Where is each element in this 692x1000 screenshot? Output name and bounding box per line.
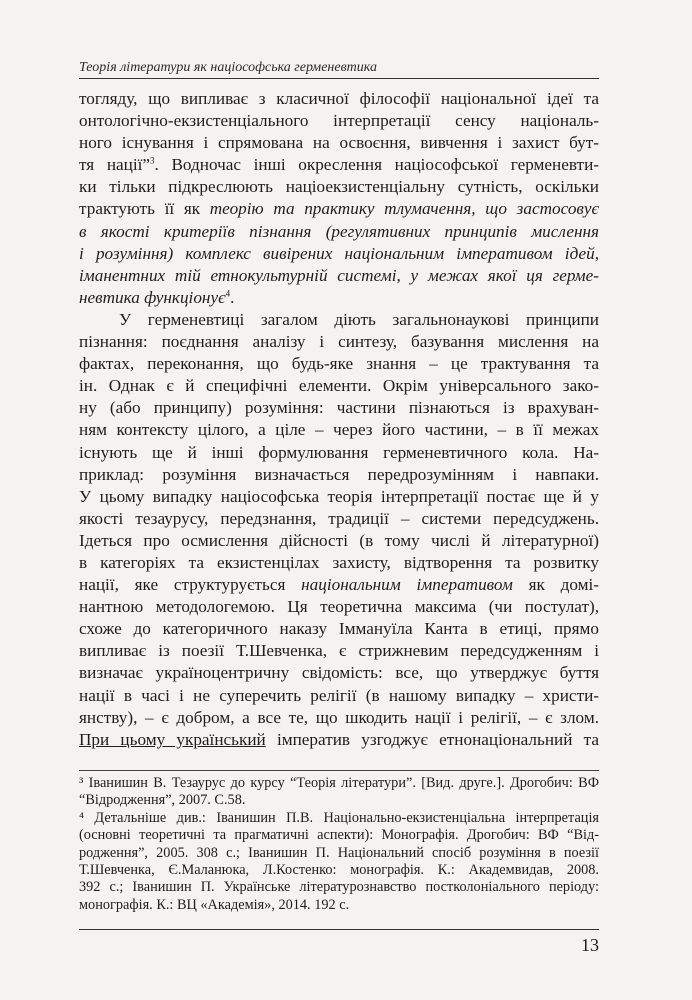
text-line: нації в часі і не суперечить релігії (в нашому випадку – христи- (79, 685, 599, 705)
text-line: фактах, переконання, що будь-яке знання – це трактування та (79, 354, 599, 374)
text-line: онтологічно-екзистенціального інтерпретації сенсу національ- (79, 111, 599, 131)
running-title: Теорія літератури як націософська герменевтика (79, 60, 377, 75)
footnote-line: “Відродження”, 2007. С.58. (79, 792, 246, 809)
bottom-rule (79, 929, 599, 930)
text-line: якості тезаурусу, передзнання, традиції – системи передсуджень. (79, 508, 599, 528)
text-line: тогляду, що випливає з класичної філософії національної ідеї та (79, 89, 599, 108)
footnote-4 (79, 810, 599, 914)
italic-segment: невтика функціонує (79, 287, 226, 307)
text-line (79, 729, 599, 751)
text-line: пізнання: поєднання аналізу і синтезу, базування мислення на (79, 332, 599, 352)
running-header (79, 60, 599, 79)
paragraph-2 (79, 309, 599, 751)
footnotes (79, 770, 599, 914)
text-line: схоже до категоричного наказу Іммануїла Канта в етиці, прямо (79, 619, 599, 639)
footnote-line: монографія. К.: ВЦ «Академія», 2014. 192 с. (79, 896, 350, 913)
text-segment: тя нації” (79, 155, 151, 175)
italic-segment: національним імперативом (301, 575, 513, 595)
italic-segment: теорію та практику тлумачення, що застосовує (209, 199, 599, 219)
paragraph-1 (79, 88, 599, 309)
text-line (79, 287, 599, 309)
text-line: У герменевтиці загалом діють загальнонаукові принципи (119, 309, 599, 329)
text-segment: нації, яке структурується (79, 575, 302, 595)
footnote-ref-4: 4 (225, 288, 231, 299)
text-line (79, 574, 599, 596)
footnote-line: родження”, 2005. 308 с.; Іванишин П. Національний спосіб розуміння в поезії (79, 844, 599, 861)
text-line: ного існування і спрямована на освоєння, вивчення і захист бут- (79, 133, 599, 153)
text-line: ням контексту цілого, а ціле – через його частини, – в її межах (79, 420, 599, 440)
text-line: в якості критеріїв пізнання (регулятивних принципів мислення (79, 221, 599, 241)
footnote-line: (основні теоретичні та прагматичні аспекти): Монографія. Дрогобич: ВФ “Від- (79, 827, 599, 844)
text-line (79, 154, 599, 176)
underlined-segment: При цьому український (79, 729, 266, 749)
text-line: існують ще й інші формулювання герменевтичного кола. На- (79, 442, 599, 462)
footnote-line: ³ Іванишин В. Тезаурус до курсу “Теорія літератури”. [Вид. друге.]. Дрогобич: ВФ (79, 775, 599, 791)
text-line: випливає із поезії Т.Шевченка, є стрижневим передсудженням і (79, 641, 599, 661)
main-text (79, 88, 599, 751)
text-line: і розуміння) комплекс вивірених національним імперативом ідей, (79, 243, 599, 263)
text-line: ки тільки підкреслюють націоекзистенціальну сутність, оскільки (79, 177, 599, 197)
footnote-3 (79, 775, 599, 810)
text-segment: . (230, 287, 235, 307)
text-line: Ідеться про осмислення дійсності (в тому числі й літературної) (79, 530, 599, 550)
text-segment: . Водночас інші окреслення націософської герменевти- (154, 155, 599, 175)
footnote-line: Т.Шевченка, Є.Маланюка, Л.Костенко: монографія. К.: Академвидав, 2008. (79, 862, 599, 879)
text-segment: трактують її як (79, 199, 210, 219)
footnote-ref-3: 3 (150, 155, 155, 166)
text-line: У цьому випадку націософська теорія інтерпретації постає ще й у (79, 486, 599, 506)
text-line: нантною методологемою. Ця теоретична максима (чи постулат), (79, 597, 599, 617)
text-segment: імператив узгоджує етнонаціональний та (265, 729, 599, 749)
text-line: в категоріях та екзистенцілах захисту, відтворення та розвитку (79, 552, 599, 572)
footnote-line: 392 с.; Іванишин П. Українське літературознавство постколоніального періоду: (79, 879, 599, 896)
footnote-line: ⁴ Детальніше див.: Іванишин П.В. Національно-екзистенціальна інтерпретація (79, 809, 599, 826)
text-line: ну (або принципу) розуміння: частини пізнаються із врахуван- (79, 398, 599, 418)
text-line: іманентних тій етнокультурній системі, у межах якої ця герме- (79, 265, 599, 285)
text-line: приклад: розуміння визначається передрозумінням і навпаки. (79, 464, 599, 484)
text-line: визначає україноцентричну свідомість: все, що утверджує буття (79, 663, 599, 683)
text-line: янству), – є добром, а все те, що шкодить нації і релігії, – є злом. (79, 707, 599, 727)
text-line: ін. Однак є й специфічні елементи. Окрім універсального зако- (79, 376, 599, 396)
text-segment: як домі- (512, 575, 599, 595)
page-number: 13 (581, 935, 599, 955)
text-line (79, 198, 599, 220)
